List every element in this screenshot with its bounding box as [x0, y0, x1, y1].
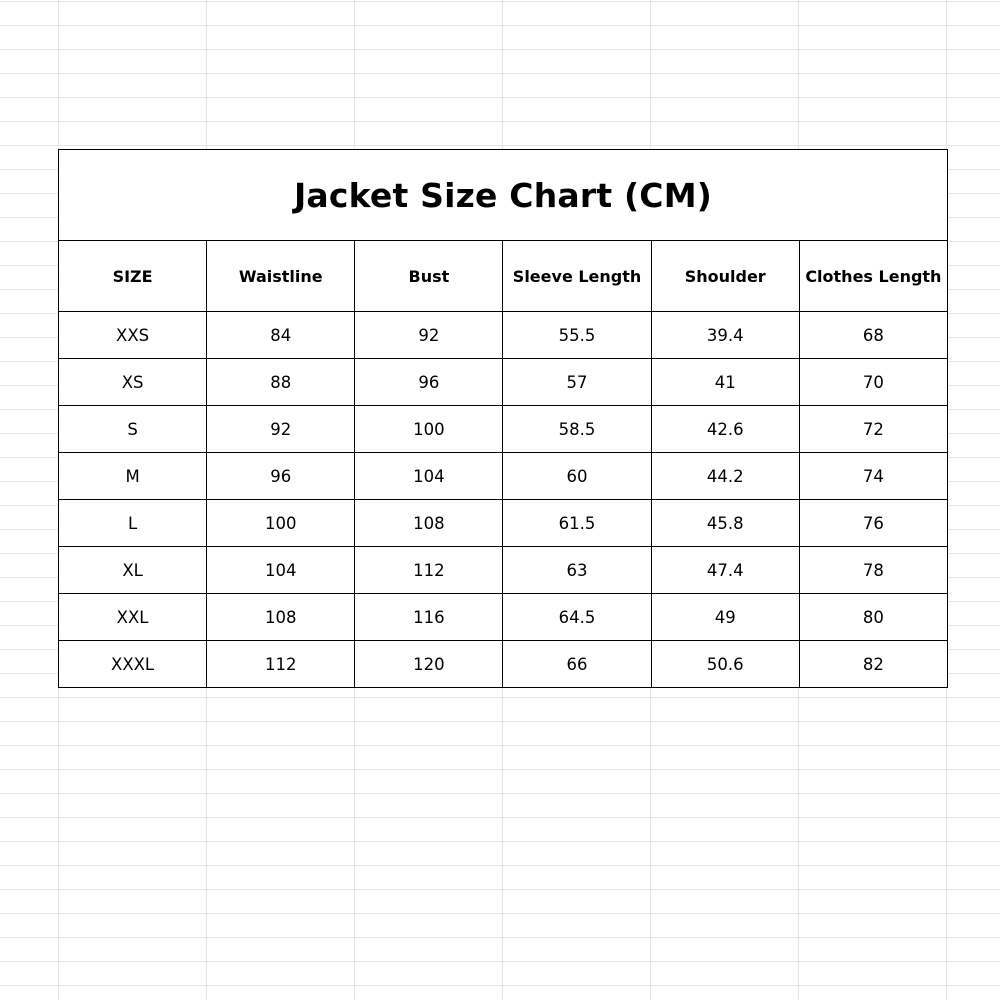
clothes-length-cell: 74 — [799, 453, 947, 500]
bust-cell: 92 — [355, 312, 503, 359]
waistline-cell: 84 — [207, 312, 355, 359]
chart-title: Jacket Size Chart (CM) — [59, 150, 948, 241]
column-header-sleeve-length: Sleeve Length — [503, 241, 651, 312]
size-cell: XXXL — [59, 641, 207, 688]
bust-cell: 104 — [355, 453, 503, 500]
size-cell: S — [59, 406, 207, 453]
size-cell: XS — [59, 359, 207, 406]
bust-cell: 116 — [355, 594, 503, 641]
waistline-cell: 104 — [207, 547, 355, 594]
bust-cell: 96 — [355, 359, 503, 406]
sleeve-length-cell: 58.5 — [503, 406, 651, 453]
waistline-cell: 96 — [207, 453, 355, 500]
waistline-cell: 88 — [207, 359, 355, 406]
header-row — [59, 241, 948, 312]
shoulder-cell: 47.4 — [651, 547, 799, 594]
size-cell: XXS — [59, 312, 207, 359]
shoulder-cell: 44.2 — [651, 453, 799, 500]
table-row — [59, 500, 948, 547]
waistline-cell: 108 — [207, 594, 355, 641]
sleeve-length-cell: 64.5 — [503, 594, 651, 641]
waistline-cell: 112 — [207, 641, 355, 688]
table-row — [59, 453, 948, 500]
size-cell: M — [59, 453, 207, 500]
table-row — [59, 406, 948, 453]
clothes-length-cell: 70 — [799, 359, 947, 406]
shoulder-cell: 50.6 — [651, 641, 799, 688]
column-header-shoulder: Shoulder — [651, 241, 799, 312]
sleeve-length-cell: 66 — [503, 641, 651, 688]
clothes-length-cell: 78 — [799, 547, 947, 594]
shoulder-cell: 42.6 — [651, 406, 799, 453]
column-header-bust: Bust — [355, 241, 503, 312]
bust-cell: 112 — [355, 547, 503, 594]
bust-cell: 108 — [355, 500, 503, 547]
shoulder-cell: 41 — [651, 359, 799, 406]
sleeve-length-cell: 57 — [503, 359, 651, 406]
column-header-waistline: Waistline — [207, 241, 355, 312]
bust-cell: 120 — [355, 641, 503, 688]
shoulder-cell: 45.8 — [651, 500, 799, 547]
clothes-length-cell: 80 — [799, 594, 947, 641]
bust-cell: 100 — [355, 406, 503, 453]
clothes-length-cell: 82 — [799, 641, 947, 688]
table-row — [59, 359, 948, 406]
sleeve-length-cell: 55.5 — [503, 312, 651, 359]
waistline-cell: 100 — [207, 500, 355, 547]
size-cell: XXL — [59, 594, 207, 641]
shoulder-cell: 49 — [651, 594, 799, 641]
clothes-length-cell: 76 — [799, 500, 947, 547]
sleeve-length-cell: 63 — [503, 547, 651, 594]
table-row — [59, 594, 948, 641]
shoulder-cell: 39.4 — [651, 312, 799, 359]
table-row — [59, 312, 948, 359]
sleeve-length-cell: 60 — [503, 453, 651, 500]
clothes-length-cell: 72 — [799, 406, 947, 453]
sleeve-length-cell: 61.5 — [503, 500, 651, 547]
size-cell: L — [59, 500, 207, 547]
size-cell: XL — [59, 547, 207, 594]
table-row — [59, 547, 948, 594]
column-header-clothes-length: Clothes Length — [799, 241, 947, 312]
clothes-length-cell: 68 — [799, 312, 947, 359]
waistline-cell: 92 — [207, 406, 355, 453]
column-header-size: SIZE — [59, 241, 207, 312]
size-chart-table — [58, 149, 948, 688]
table-row — [59, 641, 948, 688]
title-row — [59, 150, 948, 241]
